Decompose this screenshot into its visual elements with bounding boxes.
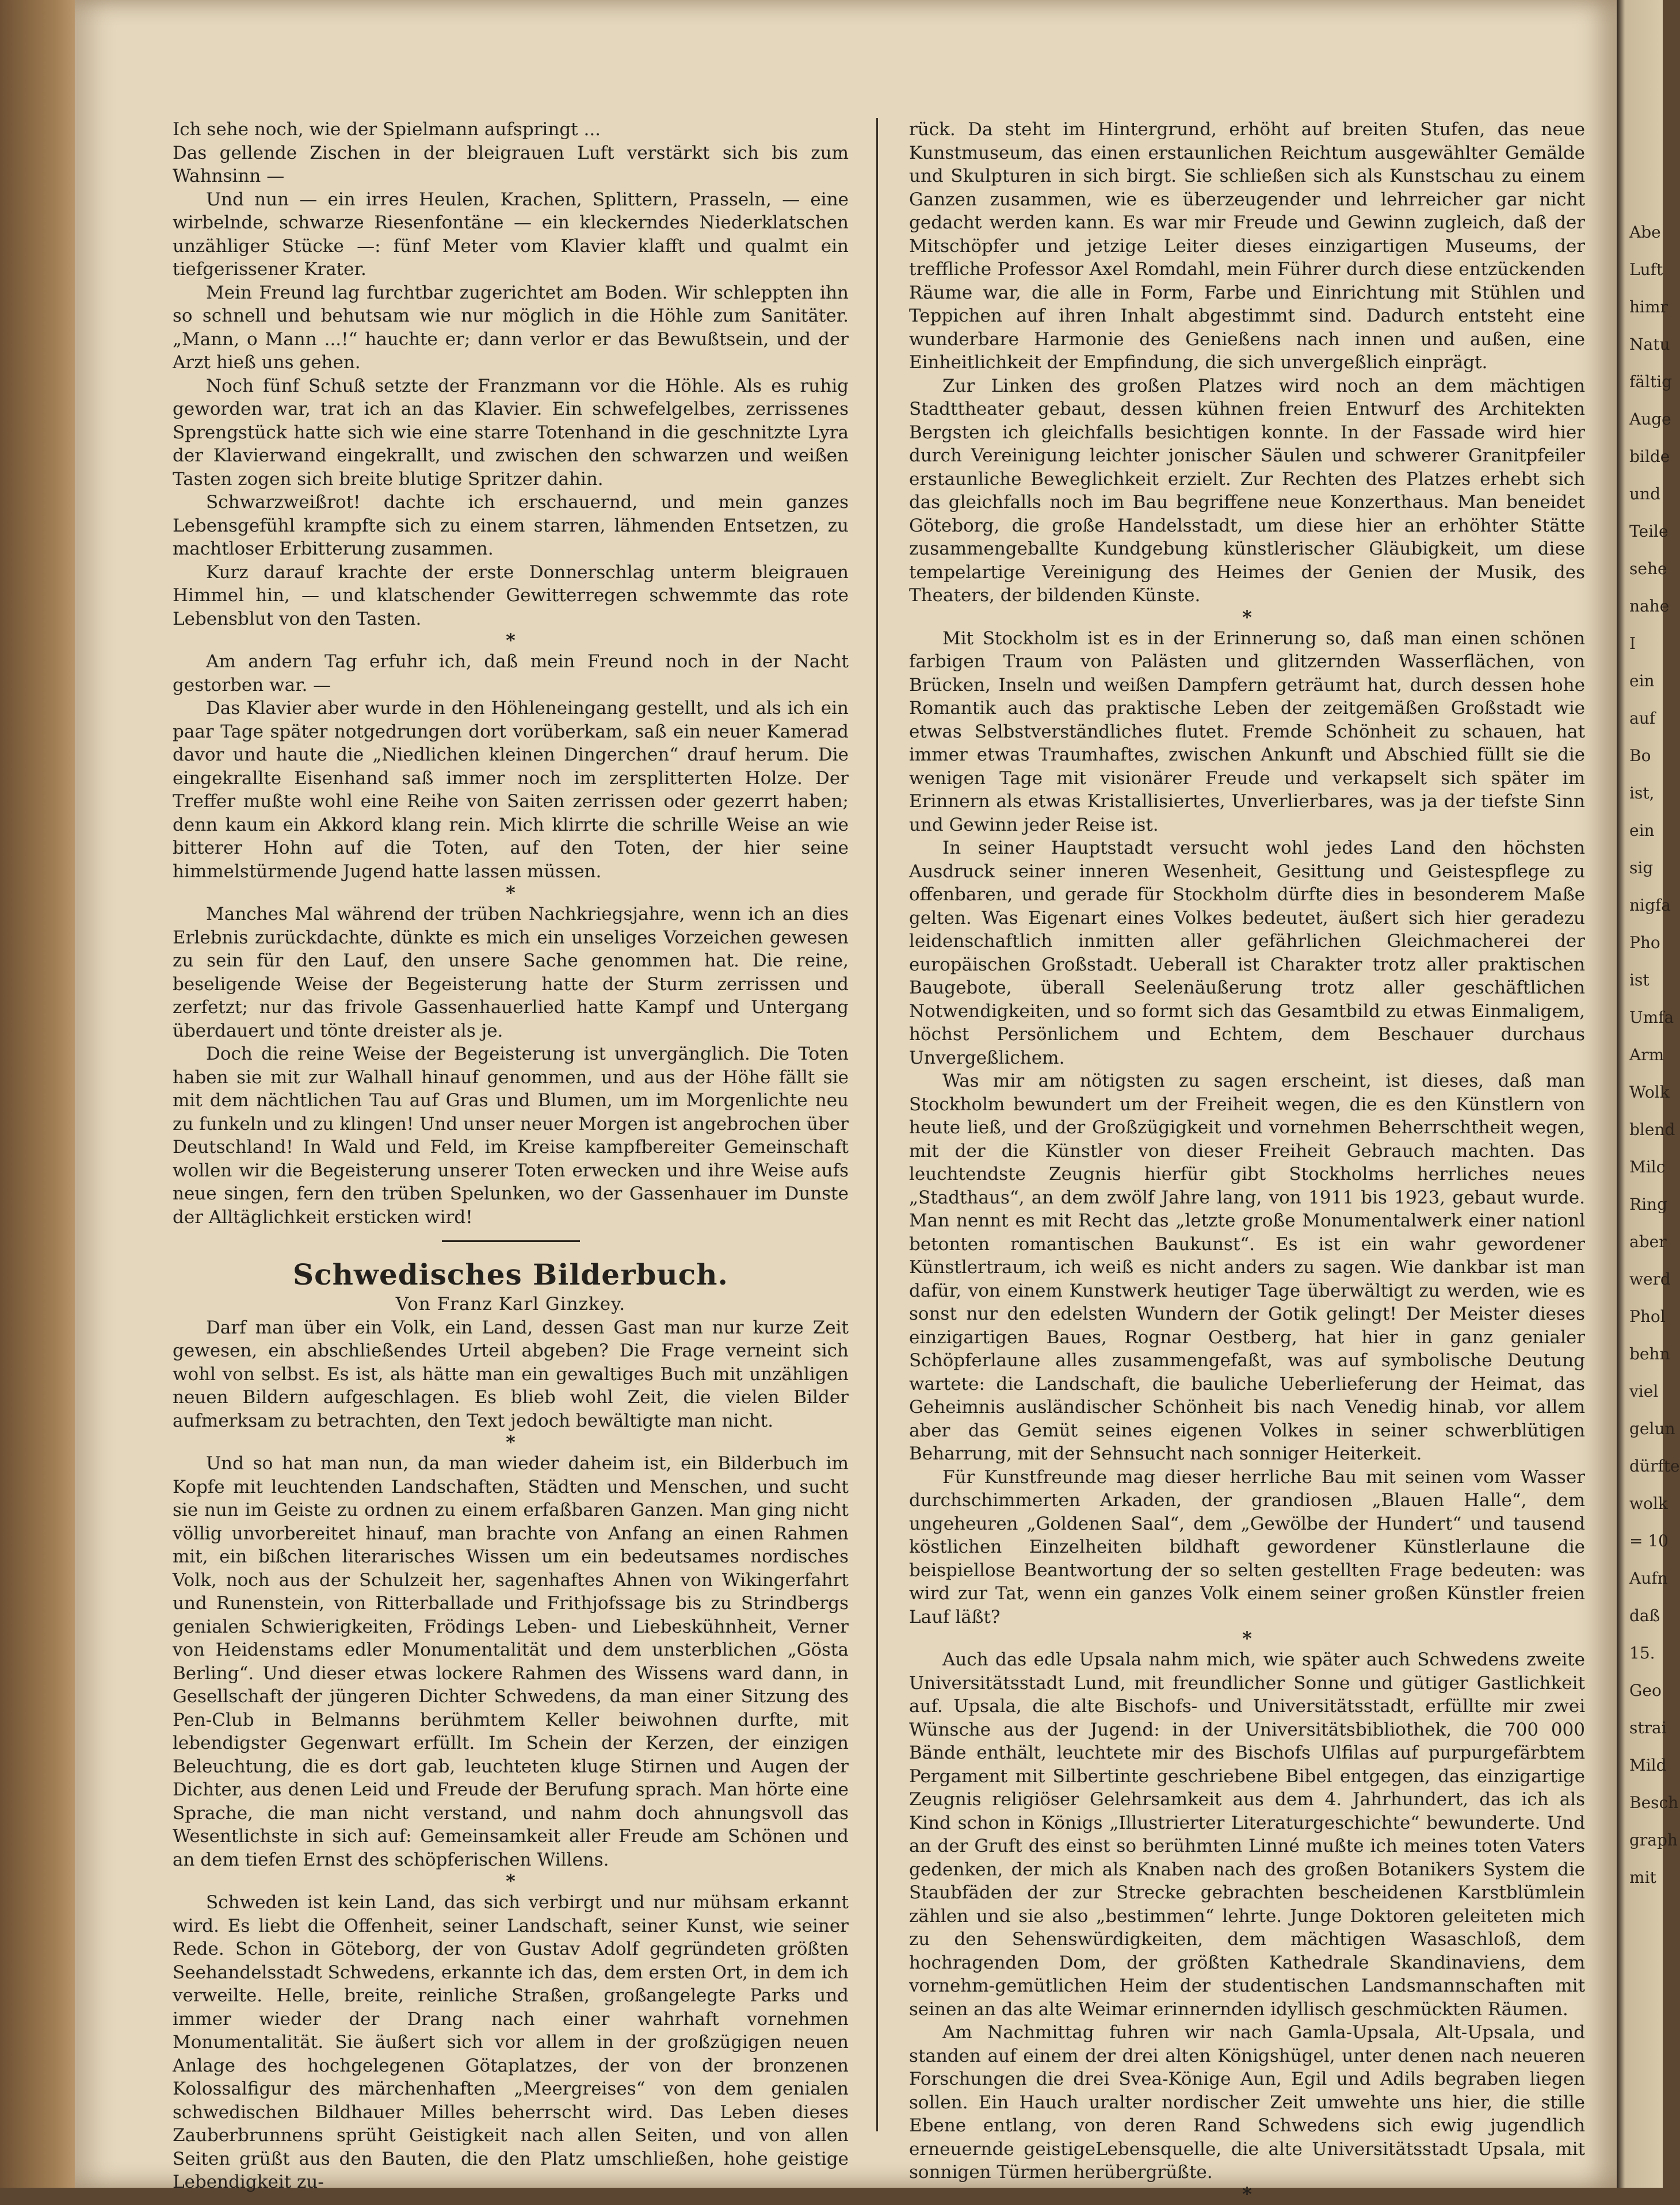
next-page-fragment: himr [1629,297,1668,316]
next-page-fragment: = 10 [1629,1531,1668,1550]
next-page-fragment: werd [1629,1270,1671,1289]
article-paragraph: Auch das edle Upsala nahm mich, wie später auch Schwedens zweite Universitätsstadt Lund, mit freundlicher Sonne und gütiger Gastlichkeit auf. Upsala, die alte Bischofs- und Universitätsstadt, erfüllte mir zwei Wünsche aus der Jugend: in der Universitätsbibliothek, die 700 000 Bände enthält, leuchtete mir des Bischofs Ulfilas auf purpurgefärbtem Pergament mit Silbertinte geschriebene Bibel entgegen, das einzigartige Zeugnis religiöser Gelehrsamkeit aus dem 4. Jahrhundert, das ich als Kind schon in Königs „Illustrierter Literaturgeschichte“ bewunderte. Und an der Gruft des einst so berühmten Linné mußte ich meines toten Vaters gedenken, der mich als Knaben nach des großen Botanikers System die Staubfäden der zur Strecke gebrachten bescheidenen Karstblümlein zählen und sie also „bestimmen“ lehrte. Junge Doktoren geleiteten mich zu den Sehenswürdigkeiten, dem mächtigen Wasaschloß, dem hochragenden Dom, der größten Kathedrale Skandinaviens, dem vornehm-gemütlichen Heim der studentischen Landsmannschaften mit seinen an das alte Weimar erinnernden idyllisch geschmückten Räumen. [909,1649,1585,2020]
article-paragraph: Zur Linken des großen Platzes wird noch an dem mächtigen Stadttheater gebaut, dessen kühnen freien Entwurf des Architekten Bergsten ich gleichfalls besichtigen konnte. In der Fassade wird hier durch Vereinigung leichter jonischer Säulen und schwerer Granitpfeiler erstaunliche Beweglichkeit erzielt. Zur Rechten des Platzes erhebt sich das gleichfalls noch im Bau begriffene neue Konzerthaus. Man beneidet Göteborg, die große Handelsstadt, um diese hier an erhöhter Stätte zusammengeballte Kundgebung künstlerischer Gläubigkeit, um diese tempelartige Vereinigung des Heimes der Genien der Musik, des Theaters, der bildenden Künste. [909,375,1585,606]
section-separator: * [506,882,516,904]
next-page-edge [1617,0,1680,2188]
next-page-fragment: nahe [1629,597,1670,616]
right-column [909,118,1585,2204]
story-paragraph: Am andern Tag erfuhr ich, daß mein Freund noch in der Nacht gestorben war. — [173,651,849,695]
story-paragraph: Noch fünf Schuß setzte der Franzmann vor die Höhle. Als es ruhig geworden war, trat ich an das Klavier. Ein schwefelgelbes, zerrissenes Sprengstück hatte sich wie eine starre Totenhand in die geschnitzte Lyra der Klavierwand eingekrallt, und zwischen den schwarzen und weißen Tasten zogen sich breite blutige Spritzer dahin. [173,375,849,490]
story-paragraph: Doch die reine Weise der Begeisterung ist unvergänglich. Die Toten haben sie mit zur Walhall hinauf genommen, und aus der Höhe fällt sie mit dem nächtlichen Tau auf Gras und Blumen, um im Morgenlichte neu zu funkeln und zu klingen! Und unser neuer Morgen ist angebrochen über Deutschland! In Wald und Feld, im Kreise kampfbereiter Gemeinschaft wollen wir die Begeisterung unserer Toten erwecken und ihre Weise aufs neue singen, fern den trüben Spelunken, wo der Gassenhauer im Dunste der Alltäglichkeit ersticken wird! [173,1044,849,1228]
next-page-fragment: ist [1629,970,1650,989]
article-paragraph: Und so hat man nun, da man wieder daheim ist, ein Bilderbuch im Kopfe mit leuchtenden Landschaften, Städten und Menschen, und sucht sie nun im Geiste zu ordnen zu einem erfaßbaren Ganzen. Man ging nicht völlig unvorbereitet hinauf, man brachte von Anfang an einen Rahmen mit, ein bißchen literarisches Wissen um ein bedeutsames nordisches Volk, noch aus der Schulzeit her, sagenhaftes Ahnen von Wikingerfahrt und Runenstein, von Ritterballade und Frithjofssage bis zu Strindbergs genialen Schwierigkeiten, Frödings Leben- und Liebeskühnheit, Verner von Heidenstams edler Monumentalität und dem unsterblichen „Gösta Berling“. Und dieser etwas lockere Rahmen des Wissens ward dann, in Gesellschaft der jüngeren Dichter Schwedens, da man einer Sitzung des Pen-Club in Belmanns berühmtem Keller beiwohnen durfte, mit lebendigster Gegenwart erfüllt. Im Schein der Kerzen, der einzigen Beleuchtung, die es dort gab, leuchteten kluge Stirnen und Augen der Dichter, aus denen Leid und Freude der Berufung sprach. Man hörte eine Sprache, die man nicht verstand, und nahm doch ahnungsvoll das Wesentlichste in sich auf: Gemeinsamkeit aller Freude am Schönen und an dem tiefen Ernst des schöpferischen Willens. [173,1453,849,1870]
next-page-fragment: wolk [1629,1494,1668,1513]
article-paragraph: rück. Da steht im Hintergrund, erhöht auf breiten Stufen, das neue Kunstmuseum, das einen erstaunlichen Reichtum ausgewählter Gemälde und Skulpturen in sich birgt. Sie schließen sich als Kunstschau zu einem Ganzen zusammen, wie es überzeugender und lehrreicher gar nicht gedacht werden kann. Es war mir Freude und Gewinn zugleich, daß der Mitschöpfer und jetzige Leiter dieses einzigartigen Museums, der treffliche Professor Axel Romdahl, mein Führer durch diese entzückenden Räume war, die alle in Form, Farbe und Einrichtung mit Stühlen und Teppichen auf ihren Inhalt abgestimmt sind. Dadurch entsteht eine wunderbare Harmonie des Genießens nach innen und außen, eine Einheitlichkeit der Empfindung, die sich unvergeßlich einprägt. [909,119,1585,373]
next-page-fragment: Luft [1629,260,1663,279]
section-separator: * [1242,2183,1252,2205]
section-separator: * [506,1870,516,1892]
next-page-fragment: Umfa [1629,1008,1674,1027]
next-page-fragment: nigfa [1629,896,1671,915]
article-paragraph: Mit Stockholm ist es in der Erinnerung so, daß man einen schönen farbigen Traum von Palästen und glitzernden Wasserflächen, von Brücken, Inseln und weißen Dampfern geträumt hat, durch dessen hohe Romantik auch das praktische Leben der zeitgemäßen Großstadt wie etwas Selbstverständliches flutet. Fremde Schönheit zu schauen, hat immer etwas Traumhaftes, zwischen Ankunft und Abschied füllt sie die wenigen Tage mit visionärer Freude und verkapselt sich später im Erinnern als etwas Kristallisiertes, Unverlierbares, was ja der tiefste Sinn und Gewinn jeder Reise ist. [909,628,1585,835]
next-page-fragment: gelun [1629,1419,1675,1438]
next-page-fragment: Bo [1629,746,1651,765]
next-page-fragment: Mild [1629,1756,1667,1775]
article-title: Schwedisches Bilderbuch. [293,1258,728,1291]
next-page-fragment: und [1629,484,1660,503]
article-paragraph: Schweden ist kein Land, das sich verbirgt und nur mühsam erkannt wird. Es liebt die Offenheit, seiner Landschaft, seiner Kunst, wie seiner Rede. Schon in Göteborg, der von Gustav Adolf gegründeten größten Seehandelsstadt Schwedens, erkannte ich das, dem ersten Ort, in dem ich verweilte. Helle, breite, reinliche Straßen, großangelegte Parks und immer wieder der Drang nach einer wahrhaft vornehmen Monumentalität. Sie äußert sich vor allem in der großzügigen neuen Anlage des hochgelegenen Götaplatzes, der von der bronzenen Kolossalfigur des märchenhaften „Meergreises“ von dem genialen schwedischen Bildhauer Milles beherrscht wird. Das Leben dieses Zauberbrunnens sprüht Geistigkeit nach allen Seiten, und von allen Seiten grüßt aus den Bauten, die den Platz umschließen, hohe geistige Lebendigkeit zu- [173,1892,849,2192]
next-page-fragment: graph [1629,1831,1678,1849]
next-page-fragment: Phol [1629,1307,1666,1326]
next-page-fragment: aber [1629,1232,1667,1251]
article-paragraph: Darf man über ein Volk, ein Land, dessen Gast man nur kurze Zeit gewesen, ein abschließendes Urteil abgeben? Die Frage verneint sich wohl von selbst. Es ist, als hätte man ein gewaltiges Buch mit unzähligen neuen Bildern aufgeschlagen. Es blieb wohl Zeit, die vielen Bilder aufmerksam zu betrachten, den Text jedoch bewältigte man nicht. [173,1317,849,1431]
next-page-fragment: Abe [1629,223,1661,242]
next-page-fragment: ein [1629,671,1655,690]
section-separator: * [506,1431,516,1453]
article-paragraph: In seiner Hauptstadt versucht wohl jedes Land den höchsten Ausdruck seiner inneren Wesenheit, Gesittung und Geistespflege zu offenbaren, und gerade für Stockholm dürfte dies in besonderem Maße gelten. Was Eigenart eines Volkes bedeutet, äußert sich hier geradezu leidenschaftlich inmitten aller gefährlichen Gleichmacherei der europäischen Großstadt. Ueberall ist Charakter trotz aller praktischen Baugebote, überall Seelenäußerung trotz aller geschäftlichen Notwendigkeiten, und so formt sich das Gesamtbild zu etwas Einmaligem, höchst Persönlichem und Echtem, dem Beschauer durchaus Unvergeßlichem. [909,838,1585,1068]
next-page-fragment: 15. [1629,1644,1655,1663]
next-page-fragment: I [1629,634,1636,653]
next-page-fragment: Milc [1629,1157,1666,1176]
story-paragraph: Ich sehe noch, wie der Spielmann aufspringt ... Das gellende Zischen in der bleigrauen Luft verstärkt sich bis zum Wahnsinn — [173,119,849,186]
next-page-fragment: sehe [1629,559,1667,578]
next-page-fragment: Arm [1629,1045,1664,1064]
story-paragraph: Und nun — ein irres Heulen, Krachen, Splittern, Prasseln, — eine wirbelnde, schwarze Riesenfontäne — ein kleckerndes Niederklatschen unzähliger Stücke —: fünf Meter vom Klavier klafft und qualmt ein tiefgerissener Krater. [173,189,849,280]
next-page-fragment: ist, [1629,784,1655,802]
story-paragraph: Manches Mal während der trüben Nachkriegsjahre, wenn ich an dies Erlebnis zurückdachte, dünkte es mich ein unseliges Vorzeichen gewesen zu sein für den Lauf, den unsere Sache genommen hat. Die reine, beseligende Weise der Begeisterung hatte der Sturm zerrissen und zerfetzt; nur das frivole Gassenhauerlied hatte Kampf und Untergang überdauert und tönte dreister als je. [173,904,849,1041]
book-binding [0,0,75,2188]
article-byline: Von Franz Karl Ginzkey. [395,1294,626,1314]
next-page-fragment: Teile [1629,522,1668,541]
story-paragraph: Mein Freund lag furchtbar zugerichtet am Boden. Wir schleppten ihn so schnell und behutsam wie nur möglich in die Höhle zum Sanitäter. „Mann, o Mann ...!“ hauchte er; dann verlor er das Bewußtsein, und der Arzt hieß uns gehen. [173,282,849,373]
next-page-fragment: strai [1629,1718,1667,1737]
left-column [173,118,849,2194]
article-paragraph: Für Kunstfreunde mag dieser herrliche Bau mit seinen vom Wasser durchschimmerten Arkaden, der grandiosen „Blauen Halle“, dem ungeheuren „Goldenen Saal“, dem „Gewölbe der Hundert“ und tausend köstlichen Einzelheiten bildhaft gewordener Künstlerlaune die beispiellose Beantwortung der so selten gestellten Frage bedeuten: was wird zur Tat, wenn ein ganzes Volk einem seiner großen Künstler freien Lauf läßt? [909,1466,1585,1627]
next-page-fragment: Wolk [1629,1083,1670,1102]
article-paragraph: Was mir am nötigsten zu sagen erscheint, ist dieses, daß man Stockholm bewundert um der Freiheit wegen, die es den Künstlern von heute ließ, und der Großzügigkeit und vornehmen Beherrschtheit wegen, mit der die Künstler von dieser Freiheit Gebrauch machten. Das leuchtendste Zeugnis hierfür gibt Stockholms herrliches neues „Stadthaus“, an dem zwölf Jahre lang, von 1911 bis 1923, gebaut wurde. Man nennt es mit Recht das „letzte große Monumentalwerk einer nationl betonten romantischen Baukunst“. Es ist ein wahr gewordener Künstlertraum, ich weiß es nicht anders zu sagen. Wie dankbar ist man dafür, von einem Kunstwerk heutiger Tage überwältigt zu werden, wie es sonst nur den edelsten Wundern der Gotik gelingt! Der Meister dieses einzigartigen Baues, Rognar Oestberg, hat hier in ganz genialer Schöpferlaune alles zusammengefaßt, was auf symbolische Deutung wartete: die Landschaft, die bauliche Ueberlieferung der Heimat, das Geheimnis ausländischer Schönheit bis nach Venedig hinab, vor allem aber das Gemüt seines eigenen Volkes in seiner schwerblütigen Beharrung, mit der Sehnsucht nach sonniger Heiterkeit. [909,1071,1585,1464]
next-page-fragment: fältig [1629,372,1673,391]
next-page-fragment: ein [1629,821,1655,840]
column-divider [876,118,878,2131]
next-page-fragment: mit [1629,1868,1656,1887]
next-page-fragment: dürfte [1629,1457,1680,1476]
next-page-fragment: Ring [1629,1195,1667,1214]
next-page-fragment: Besch [1629,1793,1679,1812]
next-page-fragment: viel [1629,1382,1659,1401]
section-separator: * [506,629,516,651]
next-page-fragment: auf [1629,709,1656,728]
section-separator: * [1242,606,1252,628]
section-separator: * [1242,1627,1252,1649]
article-divider-rule [442,1240,580,1242]
next-page-fragment: Geo [1629,1681,1662,1700]
next-page-fragment: Aufn [1629,1569,1668,1588]
next-page-fragment: Pho [1629,933,1660,952]
story-paragraph: Das Klavier aber wurde in den Höhleneingang gestellt, und als ich ein paar Tage später notgedrungen dort vorüberkam, saß ein neuer Kamerad davor und haute die „Niedlichen kleinen Dingerchen“ drauf herum. Die eingekrallte Eisenhand saß immer noch im zersplitterten Holze. Der Treffer mußte wohl eine Reihe von Saiten zerrissen oder gezerrt haben; denn kaum ein Akkord klang rein. Mich klirrte die schrille Weise an wie bitterer Hohn auf die Toten, auf den Toten, der hier seine himmelstürmende Jugend hatte lassen müssen. [173,698,849,882]
story-paragraph: Schwarzweißrot! dachte ich erschauernd, und mein ganzes Lebensgefühl krampfte sich zu einem starren, lähmenden Entsetzen, zu machtloser Erbitterung zusammen. [173,492,849,559]
next-page-fragment: behn [1629,1344,1670,1363]
next-page-fragment: Auge [1629,410,1671,429]
next-page-fragment: daß [1629,1606,1660,1625]
next-page-fragment: bilde [1629,447,1670,466]
next-page-fragment: blend [1629,1120,1675,1139]
next-page-fragment: Natu [1629,335,1670,354]
next-page-fragment: sig [1629,858,1654,877]
story-paragraph: Kurz darauf krachte der erste Donnerschlag unterm bleigrauen Himmel hin, — und klatschender Gewitterregen schwemmte das rote Lebensblut von den Tasten. [173,561,849,629]
article-paragraph: Am Nachmittag fuhren wir nach Gamla-Upsala, Alt-Upsala, und standen auf einem der drei alten Königshügel, unter denen nach neueren Forschungen die drei Svea-Könige Aun, Egil und Adils begraben liegen sollen. Ein Hauch uralter nordischer Zeit umwehte uns hier, die stille Ebene entlang, von deren Rand Schwedens sich ewig jugendlich erneuernde geistigeLebensquelle, die alte Universitätsstadt Upsala, mit sonnigen Türmen herübergrüßte. [909,2022,1585,2183]
